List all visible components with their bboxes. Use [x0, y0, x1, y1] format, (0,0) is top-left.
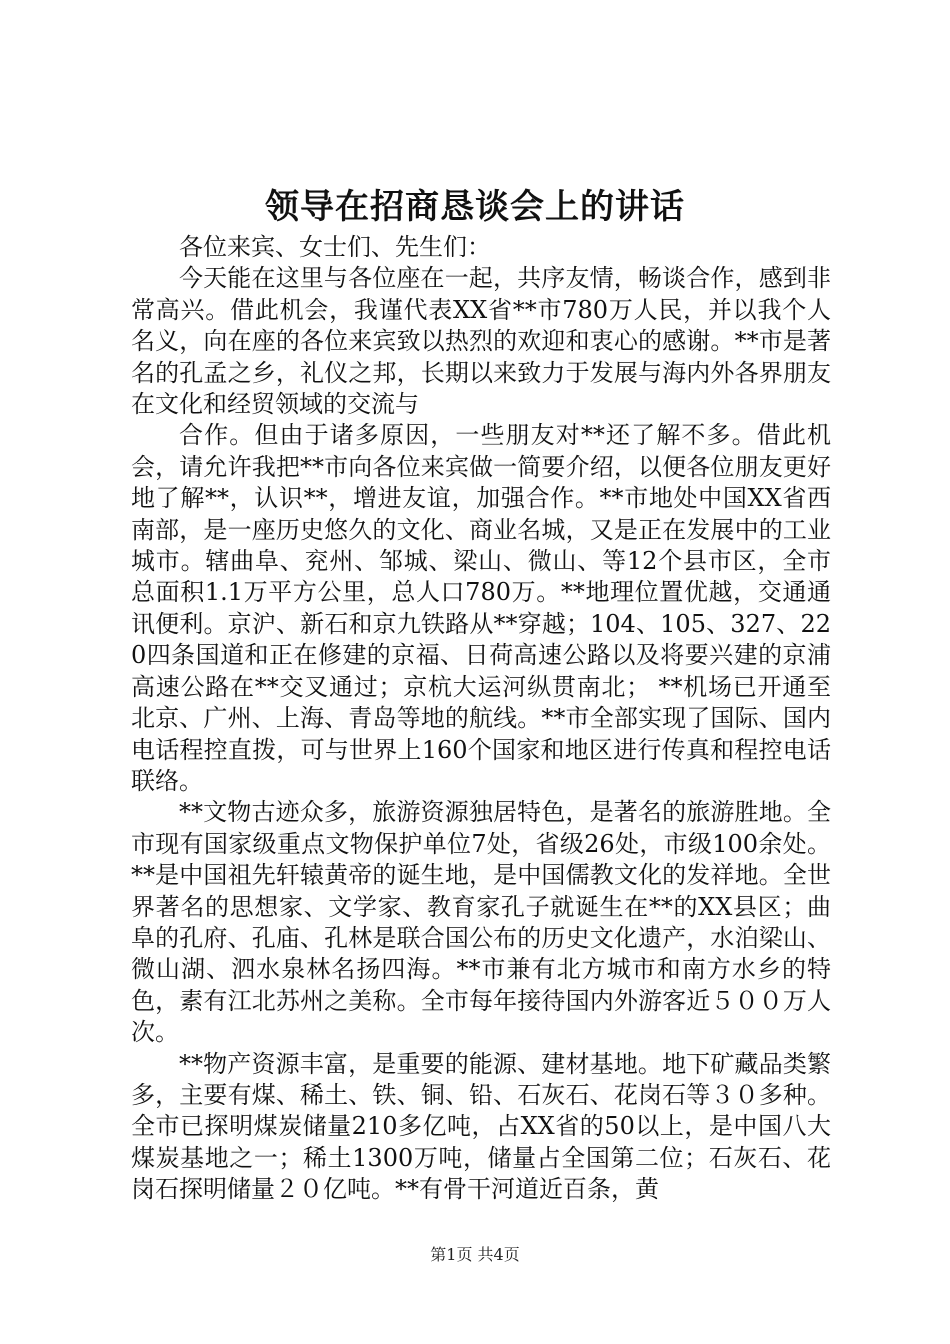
salutation-paragraph: 各位来宾、女士们、先生们： [179, 233, 491, 261]
tourism-paragraph: **文物古迹众多，旅游资源独居特色，是著名的旅游胜地。全市现有国家级重点文物保护单位7处，省级26处，市级100余处。**是中国祖先轩辕黄帝的诞生地，是中国儒教文化的发祥地。全世界著名的思想家、文学家、教育家孔子就诞生在**的XX县区；曲阜的孔府、孔庙、孔林是联合国公布的历史文化遗产，水泊梁山、微山湖、泗水泉林名扬四海。**市兼有北方城市和南方水乡的特色，素有江北苏州之美称。全市每年接待国内外游客近５００万人次。 [131, 798, 831, 1047]
intro-paragraph: 今天能在这里与各位座在一起，共序友情，畅谈合作，感到非常高兴。借此机会，我谨代表XX省**市780万人民，并以我个人名义，向在座的各位来宾致以热烈的欢迎和衷心的感谢。**市是著名的孔孟之乡，礼仪之邦，长期以来致力于发展与海内外各界朋友在文化和经贸领域的交流与 [131, 264, 831, 419]
page-footer: 第1页 共4页 [430, 1245, 520, 1264]
document-title: 领导在招商恳谈会上的讲话 [265, 187, 685, 227]
city-overview-paragraph: 合作。但由于诸多原因，一些朋友对**还了解不多。借此机会，请允许我把**市向各位来宾做一简要介绍，以便各位朋友更好地了解**，认识**，增进友谊，加强合作。**市地处中国XX省西南部，是一座历史悠久的文化、商业名城，又是正在发展中的工业城市。辖曲阜、兖州、邹城、梁山、微山、等12个县市区，全市总面积1.1万平方公里，总人口780万。**地理位置优越，交通通讯便利。京沪、新石和京九铁路从**穿越；104、105、327、220四条国道和正在修建的京福、日荷高速公路以及将要兴建的京浦高速公路在**交叉通过；京杭大运河纵贯南北； **机场已开通至北京、广州、上海、青岛等地的航线。**市全部实现了国际、国内电话程控直拨，可与世界上160个国家和地区进行传真和程控电话联络。 [131, 421, 831, 795]
document-body [131, 232, 831, 1206]
resources-paragraph: **物产资源丰富，是重要的能源、建材基地。地下矿藏品类繁多，主要有煤、稀土、铁、铜、铅、石灰石、花岗石等３０多种。全市已探明煤炭储量210多亿吨，占XX省的50以上，是中国八大煤炭基地之一；稀土1300万吨，储量占全国第二位；石灰石、花岗石探明储量２０亿吨。**有骨干河道近百条，黄 [131, 1049, 831, 1204]
